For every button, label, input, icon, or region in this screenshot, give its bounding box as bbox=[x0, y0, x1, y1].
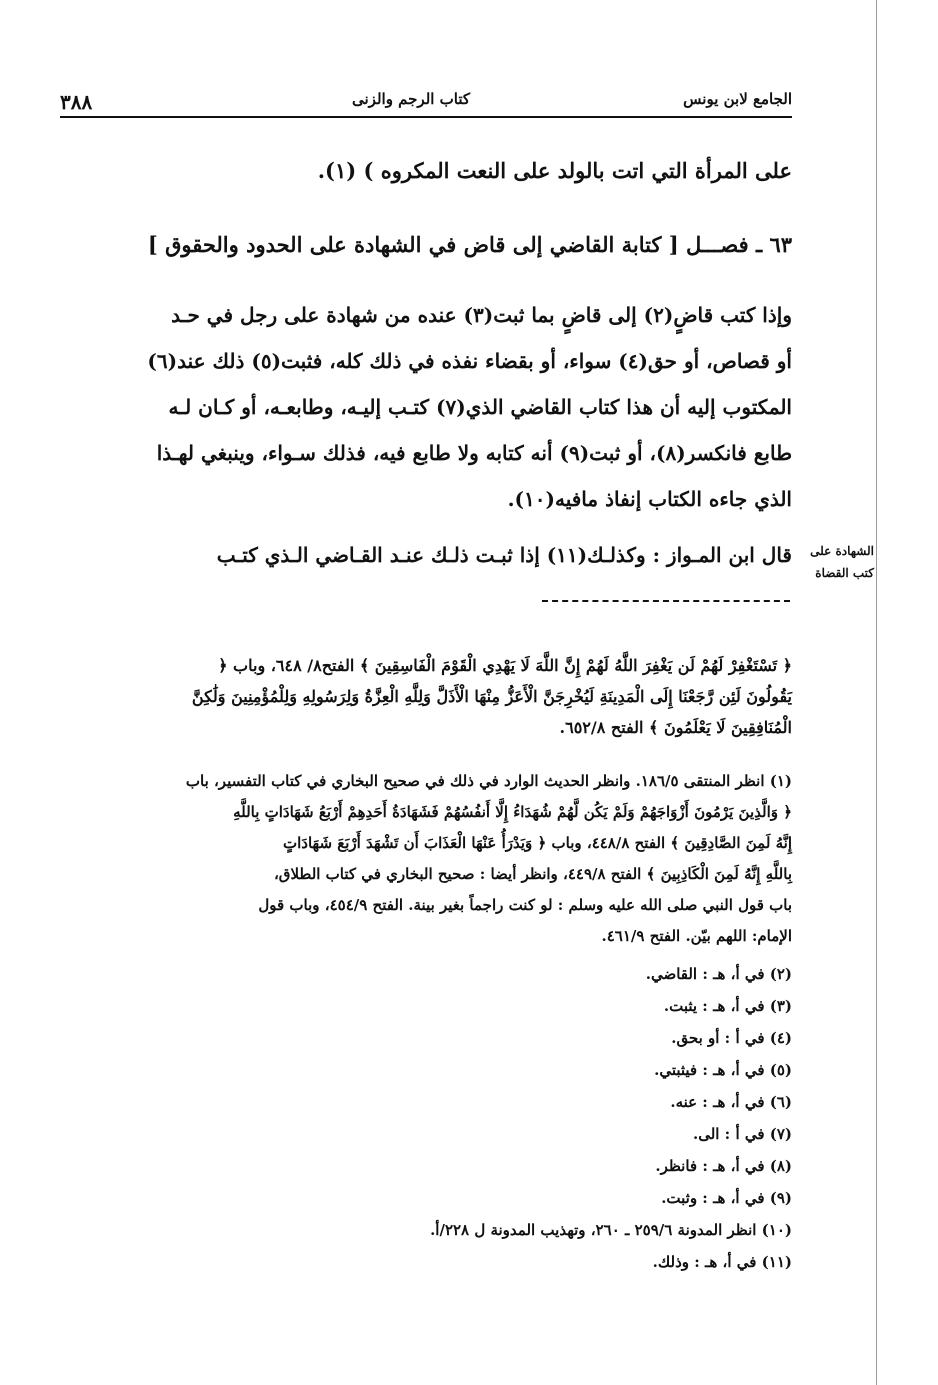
footnote-item: (٨) في أ، هـ : فانظر. bbox=[655, 1157, 792, 1175]
footnote-item: (٤) في أ : أو بحق. bbox=[671, 1029, 792, 1047]
footnote-item: (٢) في أ، هـ : القاضي. bbox=[645, 965, 792, 983]
footnote-line: الْمُنَافِقِينَ لَا يَعْلَمُونَ ﴾ الفتح ٦٥٢/٨. bbox=[559, 718, 792, 737]
footnote-item: (١٠) انظر المدونة ٢٥٩/٦ ـ ٢٦٠، وتهذيب المدونة ل ٢٢٨/أ. bbox=[430, 1221, 792, 1239]
footnote-line: إِنَّهُ لَمِنَ الصَّادِقِينَ ﴾ الفتح ٤٤٨/٨، وباب ﴿ وَيَدْرَأُ عَنْهَا الْعَذَابَ أَن تَشْهَدَ أَرْبَعَ شَهَادَاتٍ bbox=[283, 834, 792, 852]
footnote-line: يَقُولُونَ لَئِن رَّجَعْنَا إِلَى الْمَدِينَةِ لَيُخْرِجَنَّ الْأَعَزُّ مِنْهَا الْأَذَلَّ وَلِلَّهِ الْعِزَّةُ وَلِرَسُولِهِ وَلِلْمُؤْمِنِينَ وَلَٰكِنَّ bbox=[191, 687, 792, 706]
paragraph-line: أو قصاص، أو حق(٤) سواء، أو بقضاء نفذه في ذلك كله، فثبت(٥) ذلك عند(٦) bbox=[147, 349, 792, 373]
ibn-mawaz-line: قال ابن المـواز : وكذلـك(١١) إذا ثبـت ذلـك عنـد القـاضي الـذي كتـب bbox=[216, 543, 792, 567]
footnote-line: الإمام: اللهم بيّن. الفتح ٤٦١/٩. bbox=[601, 927, 792, 945]
margin-note: الشهادة على كتب القضاة bbox=[810, 544, 874, 580]
main-first-line: على المرأة التي اتت بالولد على النعت المكروه ) (١). bbox=[317, 158, 792, 183]
footnote-1 bbox=[60, 766, 792, 952]
footnote-line: بِاللَّهِ إِنَّهُ لَمِنَ الْكَاذِبِينَ ﴾ الفتح ٤٤٩/٨، وانظر أيضا : صحيح البخاري في كتاب الطلاق، bbox=[273, 865, 792, 883]
scan-border-line bbox=[876, 0, 877, 1385]
main-paragraph bbox=[60, 292, 792, 522]
running-title: كتاب الرجم والزنى bbox=[352, 90, 471, 108]
paragraph-line: الذي جاءه الكتاب إنفاذ مافيه(١٠). bbox=[507, 487, 792, 511]
footnote-item: (٧) في أ : الى. bbox=[693, 1125, 792, 1143]
footnote-list bbox=[60, 958, 792, 1278]
footnote-item: (٩) في أ، هـ : وثبت. bbox=[661, 1189, 792, 1207]
paragraph-line: طابع فانكسر(٨)، أو ثبت(٩) أنه كتابه ولا طابع فيه، فذلك سـواء، وينبغي لهـذا bbox=[156, 441, 792, 465]
footnote-line: باب قول النبي صلى الله عليه وسلم : لو كنت راجماً بغير بينة. الفتح ٤٥٤/٩، وباب قول bbox=[258, 896, 792, 914]
paragraph-line: المكتوب إليه أن هذا كتاب القاضي الذي(٧) كتـب إليـه، وطابعـه، أو كـان لـه bbox=[168, 395, 792, 419]
footnote-line: (١) انظر المنتقى ١٨٦/٥. وانظر الحديث الوارد في ذلك في صحيح البخاري في كتاب التفسير، باب bbox=[185, 772, 792, 790]
footnote-line: ﴿ وَالَّذِينَ يَرْمُونَ أَزْوَاجَهُمْ وَلَمْ يَكُن لَّهُمْ شُهَدَاءُ إِلَّا أَنفُسُهُمْ فَشَهَادَةُ أَحَدِهِمْ أَرْبَعُ شَهَادَاتٍ بِاللَّهِ bbox=[233, 803, 792, 821]
footnote-continuation bbox=[60, 650, 792, 743]
footnote-line: ﴿ تَسْتَغْفِرْ لَهُمْ لَن يَغْفِرَ اللَّهُ لَهُمْ إِنَّ اللَّهَ لَا يَهْدِي الْقَوْمَ الْفَاسِقِينَ ﴾ الفتح٨/ ٦٤٨، وباب ﴿ bbox=[218, 656, 792, 675]
book-title: الجامع لابن يونس bbox=[683, 90, 792, 108]
footnote-item: (١١) في أ، هـ : وذلك. bbox=[652, 1253, 792, 1271]
section-title: ٦٣ ـ فصـــل [ كتابة القاضي إلى قاض في الشهادة على الحدود والحقوق ] bbox=[147, 232, 792, 257]
footnote-item: (٣) في أ، هـ : يثبت. bbox=[663, 997, 792, 1015]
footnote-item: (٦) في أ، هـ : عنه. bbox=[670, 1093, 792, 1111]
page-header bbox=[60, 88, 792, 118]
footnote-item: (٥) في أ، هـ : فيثبتي. bbox=[654, 1061, 792, 1079]
paragraph-line: وإذا كتب قاضٍ(٢) إلى قاضٍ بما ثبت(٣) عنده من شهادة على رجل في حـد bbox=[171, 303, 792, 327]
footnote-divider bbox=[542, 600, 790, 602]
page-number: ٣٨٨ bbox=[60, 90, 93, 114]
book-page bbox=[60, 0, 792, 1385]
